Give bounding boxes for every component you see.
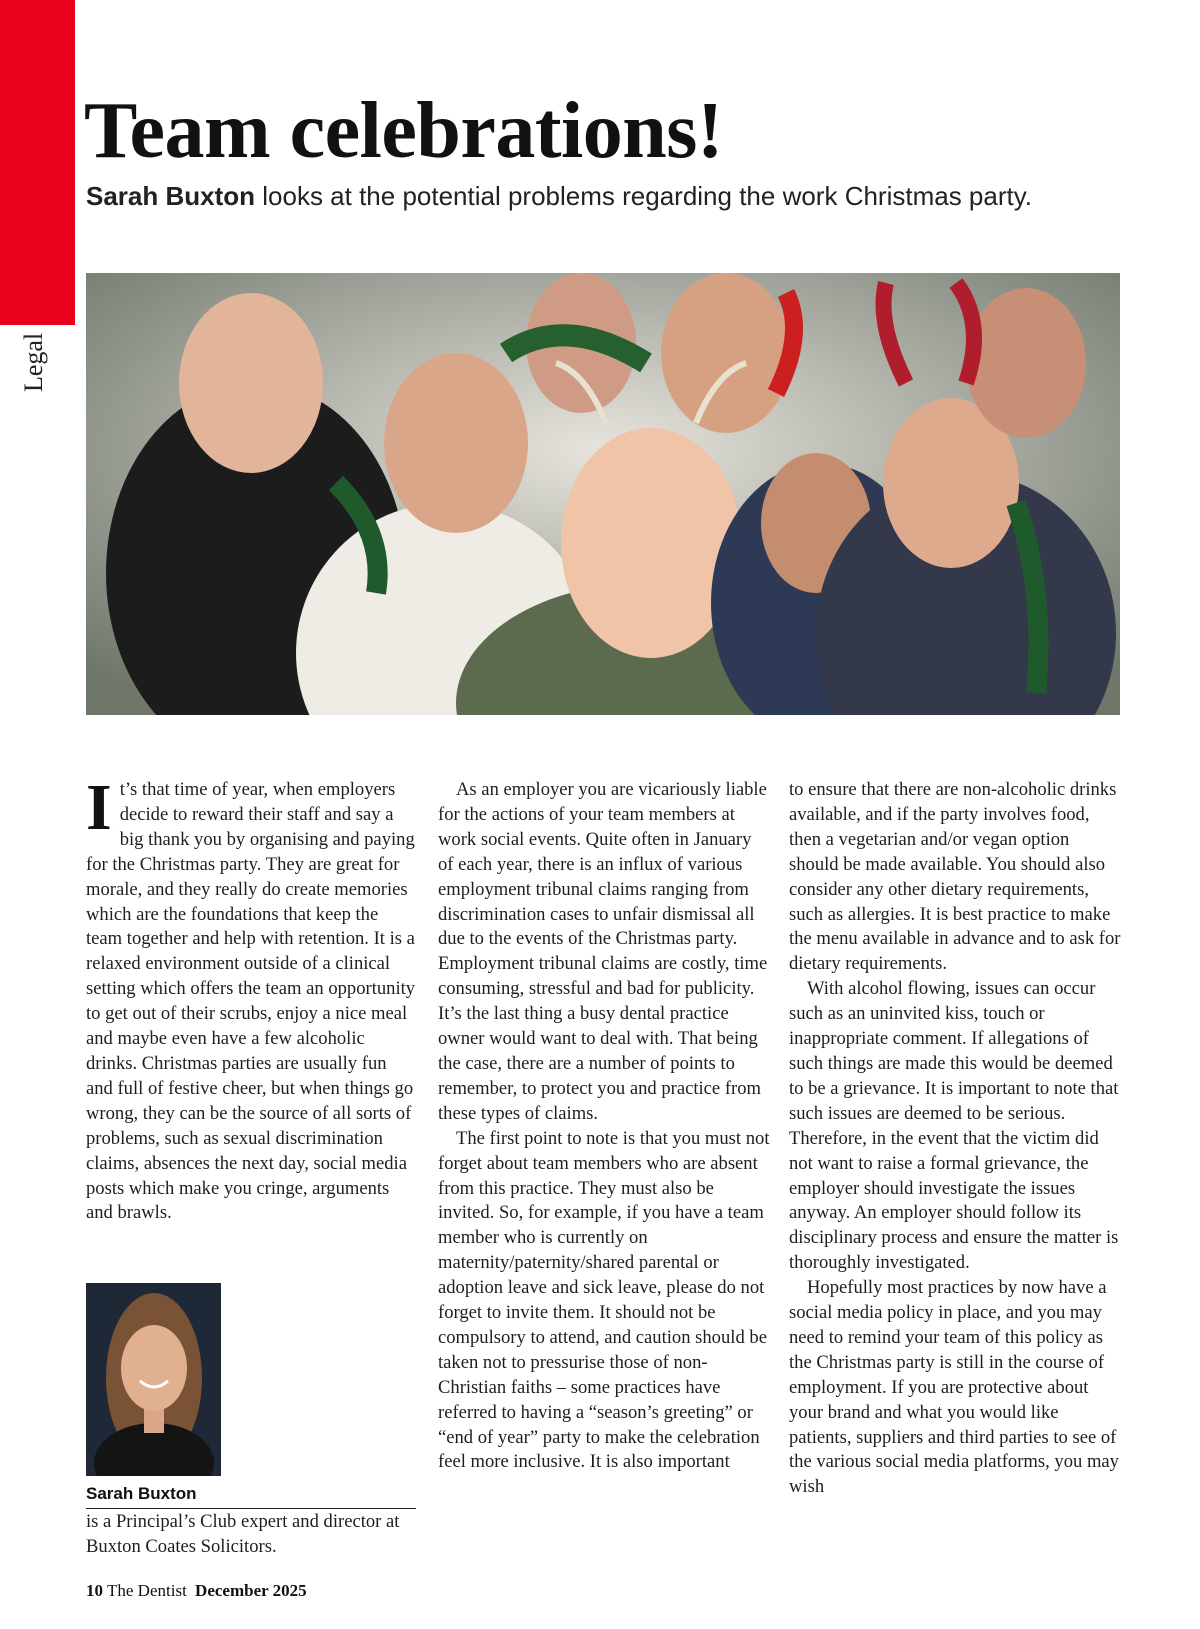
section-color-bar xyxy=(0,0,75,325)
hero-photo xyxy=(86,273,1120,715)
page-footer xyxy=(86,1580,307,1602)
body-column-1 xyxy=(86,771,418,1226)
body-paragraph: As an employer you are vicariously liable for the actions of your team members at work social events. Quite often in January of each year, there is an influx of various employment tribunal claims ranging from discrimination cases to unfair dismissal all due to the events of the Christmas party. Employment tribunal claims are costly, time consuming, stressful and bad for publicity. It’s the last thing a busy dental practice owner would want to deal with. That being the case, there are a number of points to remember, to protect you and practice from these types of claims. xyxy=(438,779,768,1124)
standfirst xyxy=(86,178,1176,214)
body-column-2 xyxy=(438,778,770,1475)
publication-name: The Dentist xyxy=(107,1581,187,1600)
drop-cap: I xyxy=(86,771,112,844)
author-bio: is a Principal’s Club expert and director at Buxton Coates Solicitors. xyxy=(86,1511,400,1557)
issue-date: December 2025 xyxy=(195,1581,307,1600)
body-paragraph: With alcohol flowing, issues can occur such as an uninvited kiss, touch or inappropriate comment. If allegations of such things are made this would be deemed to be a grievance. It is important to note that such issues are deemed to be serious. Therefore, in the event that the victim did not want to raise a formal grievance, the employer should investigate the issues anyway. An employer should follow its disciplinary process and ensure the matter is thoroughly investigated. xyxy=(789,978,1119,1274)
body-paragraph: The first point to note is that you must not forget about team members who are absent from this practice. They must also be invited. So, for example, if you have a team member who is currently on maternity/paternity/shared parental or adoption leave and sick leave, please do not forget to invite them. It should not be compulsory to attend, and caution should be taken not to pressurise those of non-Christian faiths – some practices have referred to having a “season’s greeting” or “end of year” party to make the celebration feel more inclusive. It is also important xyxy=(438,1127,770,1473)
body-paragraph xyxy=(86,771,418,1226)
author-name: Sarah Buxton xyxy=(86,1483,416,1509)
standfirst-text: looks at the potential problems regarding the work Christmas party. xyxy=(255,181,1033,211)
party-group-photo-icon xyxy=(86,273,1120,715)
body-text: t’s that time of year, when employers decide to reward their staff and say a big thank you by organising and paying for the Christmas party. They are great for morale, and they really do create memories which are the foundations that keep the team together and help with retention. It is a relaxed environment outside of a clinical setting which offers the team an opportunity to get out of their scrubs, enjoy a nice meal and maybe even have a few alcoholic drinks. Christmas parties are usually fun and full of festive cheer, but when things go wrong, they can be the source of all sorts of problems, such as sexual discrimination claims, absences the next day, social media posts which make you cringe, arguments and brawls. xyxy=(86,779,416,1224)
page-number: 10 xyxy=(86,1581,103,1600)
page-title: Team celebrations! xyxy=(84,87,724,175)
section-label: Legal xyxy=(19,332,48,392)
author-headshot xyxy=(86,1283,221,1476)
body-column-3 xyxy=(789,778,1121,1500)
body-paragraph: Hopefully most practices by now have a social media policy in place, and you may need to remind your team of this policy as the Christmas party is still in the course of employment. If you are protective about your brand and what you would like patients, suppliers and third parties to see of the various social media platforms, you may wish xyxy=(789,1277,1119,1498)
author-portrait-icon xyxy=(86,1283,221,1476)
body-paragraph: to ensure that there are non-alcoholic drinks available, and if the party involves food, then a vegetarian and/or vegan option should be made available. You should also consider any other dietary requirements, such as allergies. It is best practice to make the menu available in advance and to ask for dietary requirements. xyxy=(789,779,1121,975)
standfirst-author: Sarah Buxton xyxy=(86,181,256,211)
